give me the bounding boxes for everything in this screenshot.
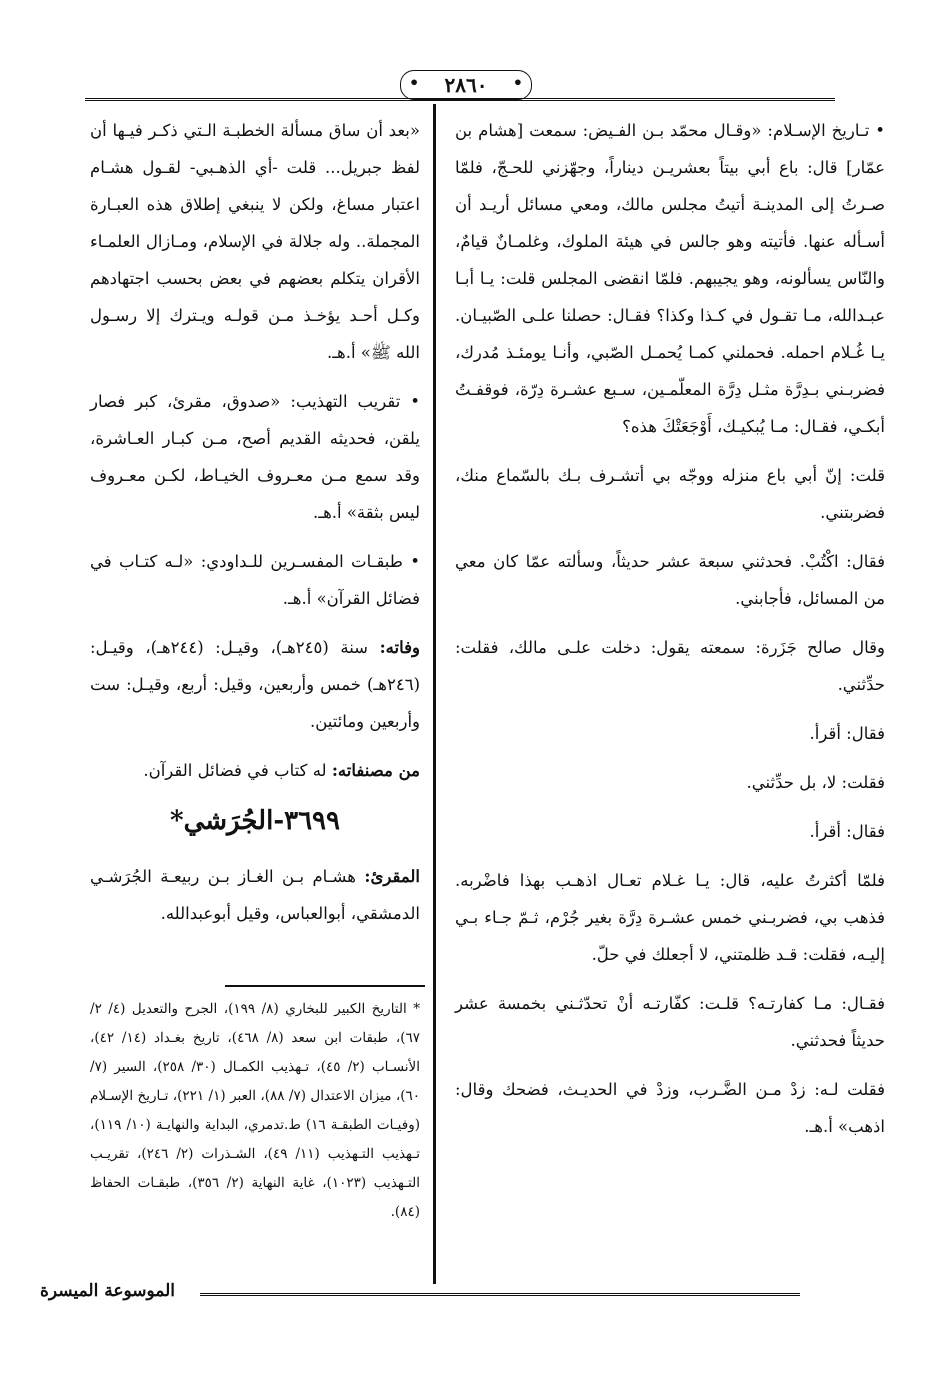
reader-text: هشـام بـن الغـاز بـن ربيعـة الجُرَشـي الدمشقي، أبوالعباس، وقيل أبوعبدالله. [90,867,420,923]
paragraph: فقال: أقرأ. [809,724,885,743]
paragraph: «بعد أن ساق مسألة الخطبـة الـتي ذكـر فيـها أن لفظ جبريل... قلت -أي الذهـبي- لقـول هشـام اعتبار مساغ، ولكن لا ينبغي إطلاق هذه العبـارة المجملة.. وله جلالة في الإسلام، ومـازال العلمـاء الأقران يتكلم بعضهم في بعض بحسب اجتهادهم وكـل أحـد يؤخـذ مـن قولـه ويـترك إلا رسـول الله ﷺ» أ.هـ. [90,121,420,362]
works-paragraph [90,752,420,789]
entry-heading: ٣٦٩٩-الجُرَشي* [170,806,340,836]
reader-label: المقرئ: [364,867,420,886]
footnote-rule [225,985,425,987]
paragraph: فقلت: لا، بل حدِّثني. [746,773,885,792]
footnote: * التاريخ الكبير للبخاري (٨/ ١٩٩)، الجرح والتعديل (٤/ ٢/ ٦٧)، طبقات ابن سعد (٨/ ٤٦٨)، تاريخ بغـداد (١٤/ ٤٢)، الأنسـاب (٢/ ٤٥)، تـهذيب الكمـال (٣٠/ ٢٥٨)، السير (٧/ ٦٠)، ميزان الاعتدال (٧/ ٨٨)، العبر (١/ ٢٢١)، تـاريخ الإسـلام (وفيـات الطبقـة ١٦) ط.تدمري، البداية والنهايـة (١٠/ ١١٩)، تـهذيب التـهذيب (١١/ ٤٩)، الشـذرات (٢/ ٢٤٦)، تقريـب التـهذيب (١٠٢٣)، غاية النهاية (٢/ ٣٥٦)، طبقـات الحفاظ (٨٤). [90,1001,421,1220]
paragraph: • تقريب التهذيب: «صدوق، مقرئ، كبر فصار يلقن، فحديثه القديم أصح، مـن كبـار العـاشرة، وقد سمع مـن معـروف الخيـاط، لكـن معـروف ليس بثقة» أ.هـ. [90,392,420,522]
paragraph: وقال صالح جَزَرة: سمعته يقول: دخلت علـى مالك، فقلت: حدِّثني. [455,638,885,694]
paragraph: فقـال: مـا كفارتـه؟ قلـت: كفّارتـه أنْ تحدّثـني بخمسة عشر حديثاً فحدثني. [455,994,885,1050]
paragraph: قلت: إنّ أبي باع منزله ووجّه بي أتشـرف بـك بالسّماع منك، فضربتني. [455,466,885,522]
paragraph: • تـاريخ الإسـلام: «وقـال محمّد بـن الفـيض: سمعت [هشام بن عمّار] قال: باع أبي بيتاً بعشريـن ديناراً، وجهّزني للحـجّ، فلمّا صـرتُ إلى المدينـة أتيتُ مجلس مالك، ومعي مسائل أريـد أن أسـأله عنها. فأتيته وهو جالس في هيئة الملوك، وغلمـانٌ قيامٌ، والنّاس يسألونه، وهو يجيبهم. فلمّا انقضى المجلس قلت: يـا أبـا عبـدالله، مـا تقـول في كـذا وكذا؟ فقـال: حصلنا علـى الصّبيـان. يـا غُـلام احمله. فحملني كمـا يُحمـل الصّبي، وأنـا يومئـذ مُدرك، فضربـني بـدِرَّة مثـل دِرَّة المعلّمـين، سـبع عشـرة دِرّة، فوقفـتُ أبكـي، فقـال: مـا يُبكيـك، أَوْجَعَتْكَ هذه؟ [455,121,885,436]
page-number: • ٢٨٦٠ • [400,70,532,100]
footer-rule [200,1293,800,1296]
left-column [90,112,420,944]
paragraph: فقلت لـه: زدْ مـن الضَّـرب، وزدْ في الحديـث، فضحك وقال: اذهب» أ.هـ. [455,1080,885,1136]
paragraph: فقال: أقرأ. [809,822,885,841]
reader-paragraph [90,858,420,932]
paragraph: فقال: اكْتُبْ. فحدثني سبعة عشر حديثاً، وسألته عمّا كان معي من المسائل، فأجابني. [455,552,885,608]
works-label: من مصنفاته: [331,761,420,780]
paragraph: • طبقـات المفسـرين للـداودي: «لـه كتـاب في فضائل القرآن» أ.هـ. [90,552,420,608]
death-text: سنة (٢٤٥هـ)، وقيـل: (٢٤٤هـ)، وقيـل: (٢٤٦هـ) خمس وأربعين، وقيل: أربع، وقيـل: ست وأربعين ومائتين. [90,638,420,731]
header-rule [85,98,835,101]
right-column [455,112,885,1157]
footer-title: الموسوعة الميسرة [40,1281,176,1301]
death-paragraph [90,629,420,740]
works-text: له كتاب في فضائل القرآن. [143,761,327,780]
death-label: وفاته: [379,638,420,657]
column-divider [433,104,436,1284]
paragraph: فلمّا أكثرتُ عليه، قال: يـا غـلام تعـال اذهـب بهذا فاضْربه. فذهب بي، فضربـني خمس عشـرة دِرَّة بغير جُرْم، ثـمّ جـاء بـي إليـه، فقلت: قـد ظلمتني، لا أجعلك في حلّ. [455,871,885,964]
